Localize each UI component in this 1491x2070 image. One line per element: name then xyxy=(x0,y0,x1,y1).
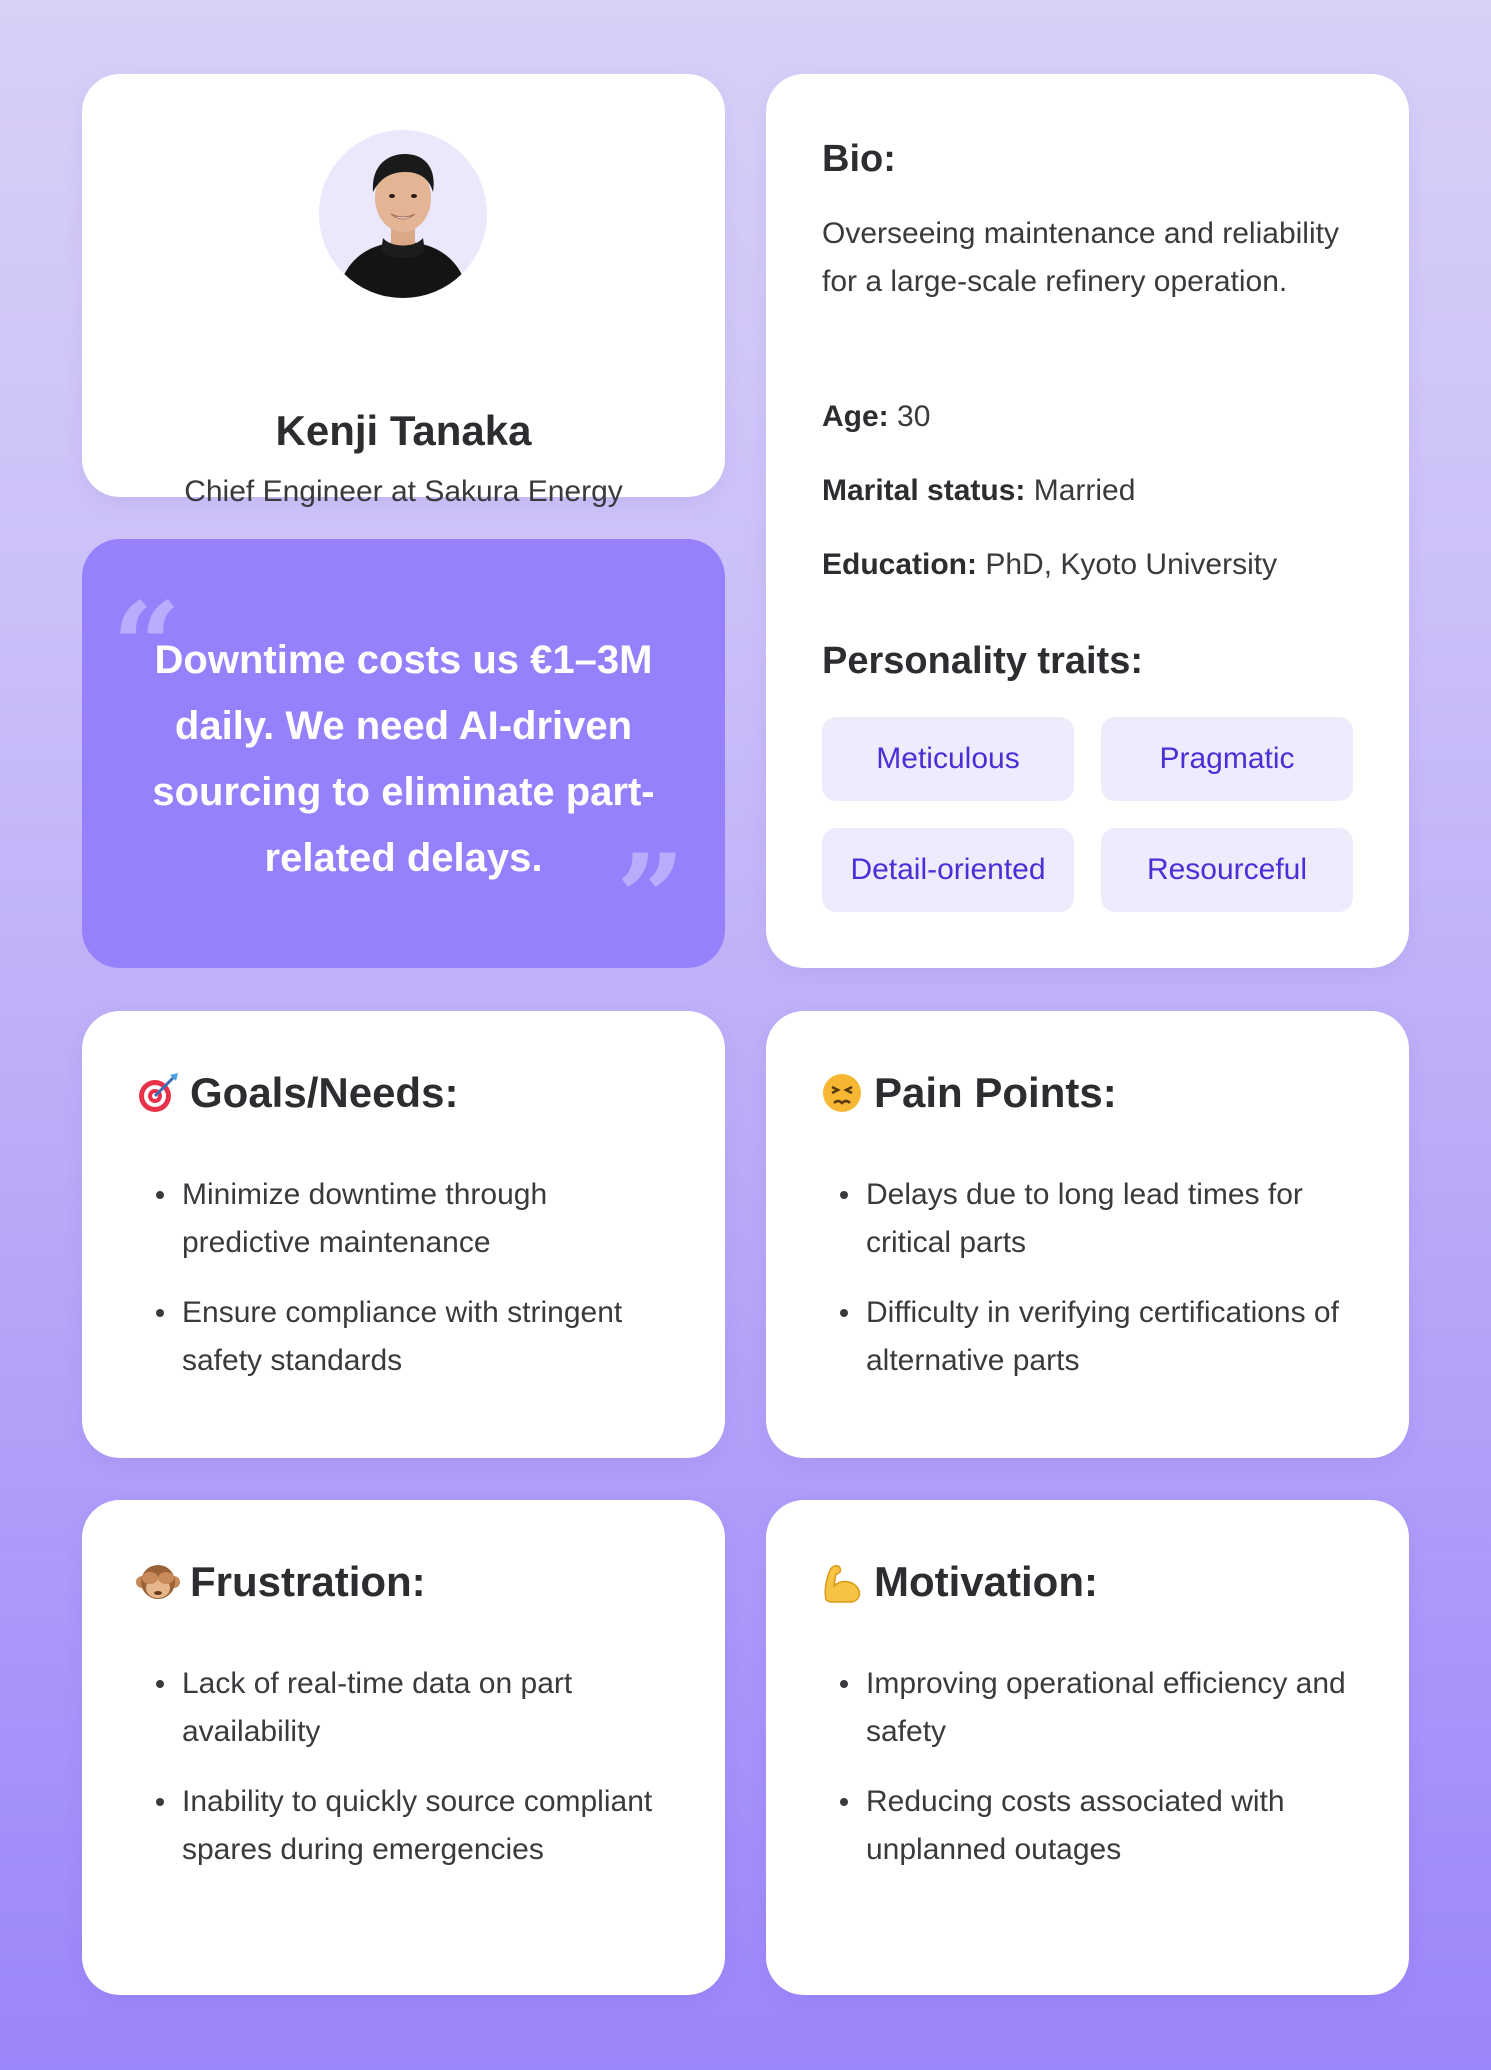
trait-chip: Meticulous xyxy=(822,717,1074,801)
bio-text: Overseeing maintenance and reliability for a large-scale refinery operation. xyxy=(822,217,1339,298)
traits-heading: Personality traits: xyxy=(822,640,1143,682)
quote-text: Downtime costs us €1–3M daily. We need AI-driven sourcing to eliminate part-related delays. xyxy=(152,638,655,880)
marital-fact xyxy=(822,474,1135,508)
bio-heading: Bio: xyxy=(822,138,896,180)
education-fact xyxy=(822,548,1277,582)
list-item: Reducing costs associated with unplanned outages xyxy=(866,1778,1366,1874)
list-item: Inability to quickly source compliant spares during emergencies xyxy=(182,1778,682,1874)
list-item: Delays due to long lead times for critical parts xyxy=(866,1171,1366,1267)
trait-chip: Detail-oriented xyxy=(822,828,1074,912)
profile-role: Chief Engineer at Sakura Energy xyxy=(184,475,623,508)
pain-list xyxy=(866,1171,1366,1407)
marital-value: Married xyxy=(1033,474,1136,507)
close-quote-icon: ” xyxy=(616,828,686,969)
goals-heading-row xyxy=(136,1069,458,1117)
pain-points-card xyxy=(766,1011,1409,1458)
age-value: 30 xyxy=(897,400,931,433)
profile-card xyxy=(82,74,725,508)
goals-heading: Goals/Needs: xyxy=(190,1069,459,1116)
list-item: Difficulty in verifying certifications of alternative parts xyxy=(866,1289,1366,1385)
avatar xyxy=(319,130,487,298)
education-value: PhD, Kyoto University xyxy=(985,548,1278,581)
goals-list xyxy=(182,1171,682,1407)
list-item: Improving operational efficiency and safety xyxy=(866,1660,1366,1756)
frustration-card xyxy=(82,1500,725,1995)
frustration-list xyxy=(182,1660,682,1896)
age-label: Age: xyxy=(822,400,889,433)
trait-chip: Resourceful xyxy=(1101,828,1353,912)
frustration-heading: Frustration: xyxy=(190,1558,426,1605)
motivation-card xyxy=(766,1500,1409,1995)
profile-name: Kenji Tanaka xyxy=(275,407,532,454)
education-label: Education: xyxy=(822,548,977,581)
avatar-portrait-icon xyxy=(319,130,487,298)
trait-chip: Pragmatic xyxy=(1101,717,1353,801)
motivation-heading-row xyxy=(820,1558,1098,1606)
open-quote-icon: “ xyxy=(112,576,182,717)
motivation-list xyxy=(866,1660,1366,1896)
quote-card xyxy=(82,539,725,968)
marital-label: Marital status: xyxy=(822,474,1026,507)
flexed-biceps-icon xyxy=(820,1560,864,1604)
target-icon xyxy=(136,1071,180,1115)
list-item: Ensure compliance with stringent safety standards xyxy=(182,1289,682,1385)
age-fact xyxy=(822,400,930,434)
pain-heading: Pain Points: xyxy=(874,1069,1117,1116)
list-item: Minimize downtime through predictive maintenance xyxy=(182,1171,682,1267)
bio-card xyxy=(766,74,1409,968)
list-item: Lack of real-time data on part availability xyxy=(182,1660,682,1756)
pain-heading-row xyxy=(820,1069,1117,1117)
frustration-heading-row xyxy=(136,1558,426,1606)
see-no-evil-monkey-icon xyxy=(136,1560,180,1604)
motivation-heading: Motivation: xyxy=(874,1558,1098,1605)
goals-card xyxy=(82,1011,725,1458)
persevering-face-icon xyxy=(820,1071,864,1115)
